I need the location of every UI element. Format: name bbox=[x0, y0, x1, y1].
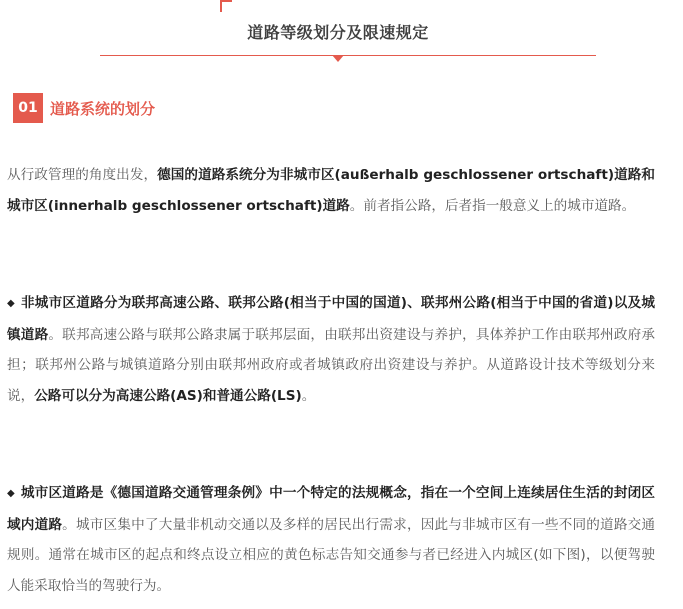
paragraph-text: 从行政管理的角度出发， bbox=[7, 167, 158, 183]
title-pointer-triangle bbox=[332, 55, 344, 62]
title-underline bbox=[100, 55, 596, 56]
diamond-bullet-icon: ◆ bbox=[7, 298, 15, 309]
paragraph-text: 。联邦高速公路与联邦公路隶属于联邦层面，由联邦出资建设与养护，具体养护工作由联邦州政府承担；联邦州公路与城镇道路分别由联邦州政府或者城镇政府出资建设与养护。从道路设计技术等级划分来说， bbox=[7, 326, 655, 404]
title-block bbox=[100, 0, 596, 64]
page-title: 道路等级划分及限速规定 bbox=[247, 23, 429, 42]
paragraph-administrative bbox=[7, 160, 655, 221]
paragraph-urban-roads bbox=[7, 478, 655, 601]
paragraph-non-urban-roads bbox=[7, 288, 655, 411]
paragraph-text: 。 bbox=[301, 387, 316, 404]
paragraph-text: 。前者指公路，后者指一般意义上的城市道路。 bbox=[349, 197, 636, 214]
section-heading bbox=[13, 93, 155, 123]
diamond-bullet-icon: ◆ bbox=[7, 488, 15, 499]
section-title: 道路系统的划分 bbox=[50, 99, 156, 118]
paragraph-bold-text: 德国的道路系统分为非城市区(außerhalb geschlossener ortschaft)道路和城市区(innerhalb geschlossener ortschaft)道路 bbox=[7, 167, 655, 214]
paragraph-bold-text: 城市区道路是《德国道路交通管理条例》中一个特定的法规概念，指在一个空间上连续居住生活的封闭区域内道路 bbox=[7, 485, 655, 533]
paragraph-text: 。城市区集中了大量非机动交通以及多样的居民出行需求，因此与非城市区有一些不同的道路交通规则。通常在城市区的起点和终点设立相应的黄色标志告知交通参与者已经进入内城区(如下图)，以便驾驶人能采取恰当的驾驶行为。 bbox=[7, 516, 656, 594]
section-number-badge: 01 bbox=[13, 93, 43, 123]
paragraph-bold-text: 非城市区道路分为联邦高速公路、联邦公路(相当于中国的国道)、联邦州公路(相当于中国的省道)以及城镇道路 bbox=[7, 295, 655, 343]
title-corner-decoration bbox=[220, 0, 232, 12]
paragraph-bold-text: 公路可以分为高速公路(AS)和普通公路(LS) bbox=[34, 387, 302, 404]
